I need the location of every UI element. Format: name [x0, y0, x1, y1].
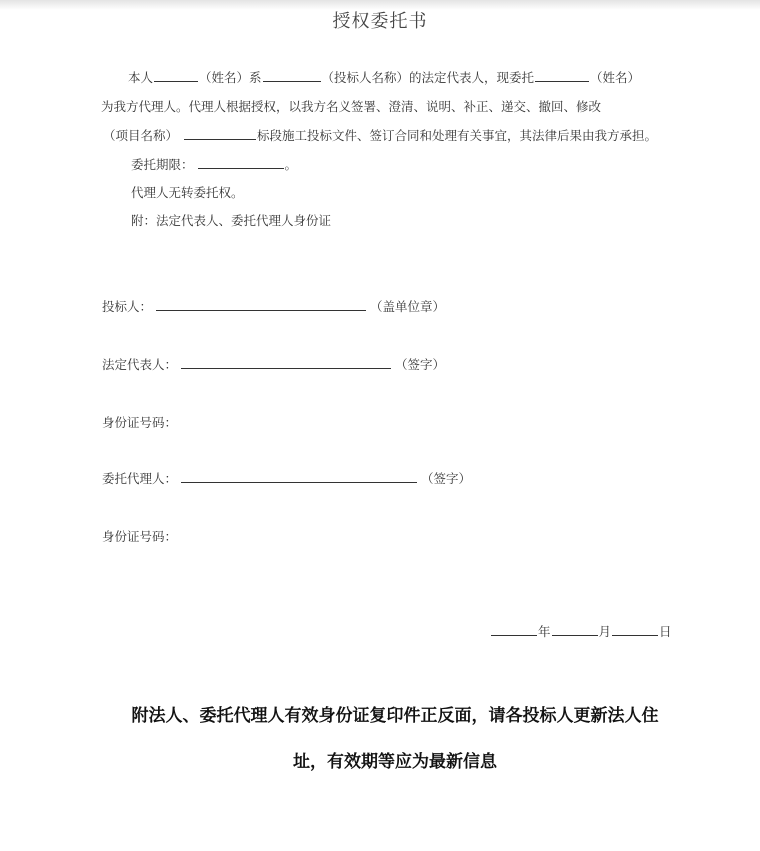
agent-label: 委托代理人：: [102, 471, 178, 486]
text-segment: 本人: [128, 70, 154, 85]
text-segment: （姓名）系: [199, 70, 262, 85]
legal-rep-suffix: （签字）: [395, 357, 446, 372]
body-line-1: [128, 68, 640, 86]
agent-signature-line[interactable]: [181, 470, 417, 483]
year-label: 年: [538, 624, 551, 639]
month-label: 月: [598, 624, 612, 639]
note-line-2: 址，有效期等应为最新信息: [293, 752, 497, 772]
agent-name-blank[interactable]: [535, 69, 589, 82]
document-title: 授权委托书: [332, 11, 428, 32]
project-name-blank[interactable]: [184, 127, 256, 140]
bidder-suffix: （盖单位章）: [370, 299, 446, 314]
bidder-name-blank[interactable]: [263, 69, 321, 82]
body-line-3: [103, 126, 657, 144]
agent-signature-row: [102, 469, 471, 487]
legal-rep-id-label: 身份证号码：: [102, 415, 178, 430]
bidder-signature-line[interactable]: [156, 298, 366, 311]
text-segment: （姓名）: [590, 70, 641, 85]
term-end: 。: [284, 157, 298, 172]
note-line-1: 附法人、委托代理人有效身份证复印件正反面，请各投标人更新法人住: [131, 706, 659, 726]
bidder-signature-row: [102, 297, 445, 315]
no-sub-delegation: 代理人无转委托权。: [131, 185, 244, 200]
legal-rep-signature-line[interactable]: [181, 356, 391, 369]
agent-id-row: [102, 527, 177, 545]
legal-rep-signature-row: [102, 355, 445, 373]
text-segment: （项目名称）: [103, 128, 179, 143]
bidder-label: 投标人：: [102, 299, 153, 314]
term-label: 委托期限：: [131, 157, 194, 172]
text-segment: （投标人名称）的法定代表人，现委托: [321, 70, 535, 85]
term-line: [131, 155, 297, 173]
body-line-2: 为我方代理人。代理人根据授权，以我方名义签署、澄清、说明、补正、递交、撤回、修改: [101, 99, 602, 114]
day-label: 日: [659, 624, 672, 639]
text-segment: 标段施工投标文件、签订合同和处理有关事宜，其法律后果由我方承担。: [257, 128, 658, 143]
name-blank[interactable]: [154, 69, 198, 82]
year-blank[interactable]: [491, 623, 537, 636]
term-blank[interactable]: [198, 156, 284, 169]
legal-rep-id-row: [102, 413, 177, 431]
date-row: [490, 622, 672, 640]
attachment-line: 附：法定代表人、委托代理人身份证: [131, 213, 332, 228]
legal-rep-label: 法定代表人：: [102, 357, 178, 372]
day-blank[interactable]: [612, 623, 658, 636]
agent-id-label: 身份证号码：: [102, 529, 178, 544]
month-blank[interactable]: [552, 623, 598, 636]
agent-suffix: （签字）: [421, 471, 472, 486]
